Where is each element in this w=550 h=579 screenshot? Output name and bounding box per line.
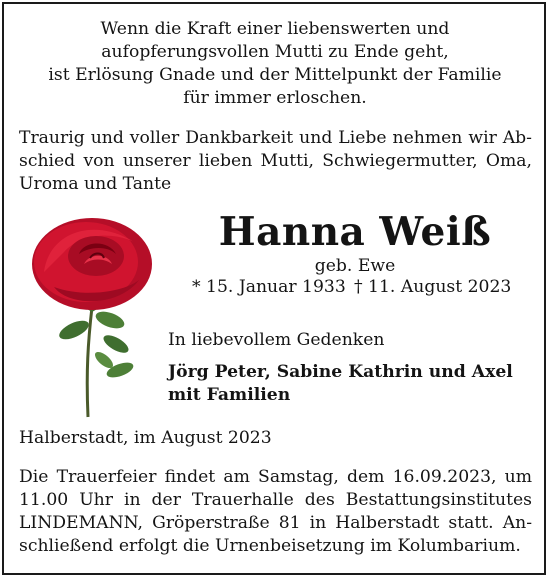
red-rose-image — [24, 212, 160, 422]
death-date: † 11. August 2023 — [354, 277, 512, 297]
poem-line: für immer erloschen. — [183, 88, 367, 108]
memorial-heading: In liebevollem Gedenken — [168, 330, 385, 350]
funeral-line: Die Trauerfeier findet am Samstag, dem 16.09.2023, um — [19, 467, 532, 487]
place-date: Halberstadt, im August 2023 — [19, 428, 272, 448]
intro-line: Uroma und Tante — [19, 174, 172, 194]
intro-line: schied von unserer lieben Mutti, Schwiegermutter, Oma, — [19, 151, 532, 171]
intro-line: Traurig und voller Dankbarkeit und Liebe nehmen wir Ab- — [19, 128, 532, 148]
family-line: mit Familien — [168, 385, 291, 405]
funeral-line: schließend erfolgt die Urnenbeisetzung im Kolumbarium. — [19, 536, 521, 556]
poem-line: ist Erlösung Gnade und der Mittelpunkt der Familie — [48, 65, 502, 85]
funeral-line: LINDEMANN, Gröperstraße 81 in Halberstadt statt. An- — [19, 513, 532, 533]
deceased-name: Hanna Weiß — [218, 209, 492, 255]
poem-line: aufopferungsvollen Mutti zu Ende geht, — [101, 42, 449, 62]
poem-line: Wenn die Kraft einer liebenswerten und — [100, 19, 450, 39]
birth-date: * 15. Januar 1933 — [192, 277, 346, 297]
family-line: Jörg Peter, Sabine Kathrin und Axel — [168, 362, 513, 382]
funeral-line: 11.00 Uhr in der Trauerhalle des Bestattungsinstitutes — [19, 490, 532, 510]
birth-name: geb. Ewe — [314, 256, 396, 276]
